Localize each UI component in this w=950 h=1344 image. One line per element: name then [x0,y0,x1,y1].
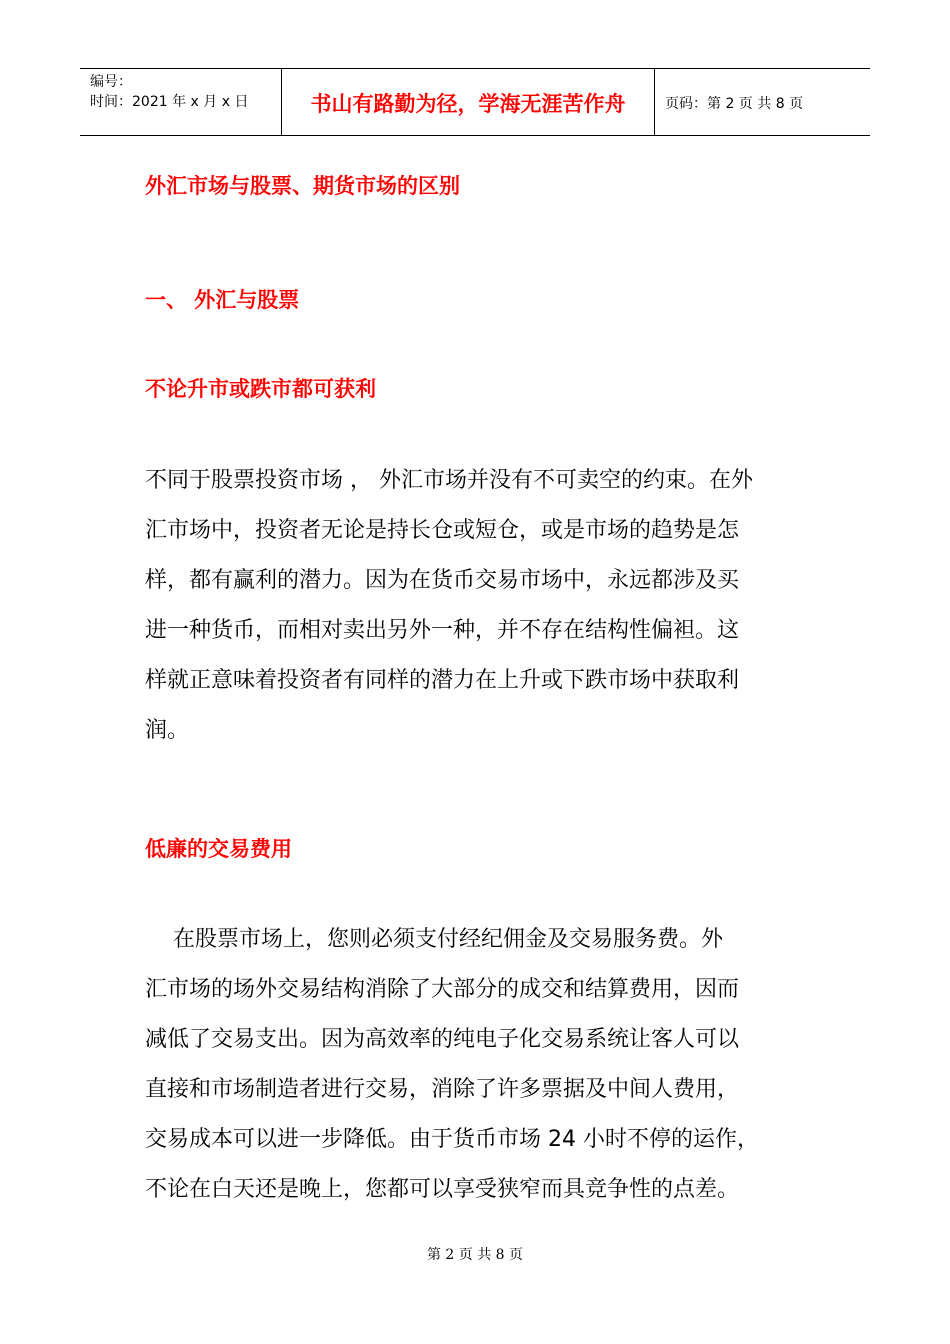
paragraph-profit-both-ways [145,456,810,756]
page-header [80,68,870,136]
subheading-profit-both-ways: 不论升市或跌市都可获利 [145,377,376,401]
paragraph-line: 不论在白天还是晚上，您都可以享受狭窄而具竞争性的点差。 [145,1177,740,1202]
paragraph-line: 交易成本可以进一步降低。由于货币市场 24 小时不停的运作， [145,1127,759,1152]
serial-number-label: 编号： [90,74,132,90]
paragraph-line: 进一种货币，而相对卖出另外一种，并不存在结构性偏袒。这 [145,618,740,643]
paragraph-line: 样，都有赢利的潜力。因为在货币交易市场中，永远都涉及买 [145,568,740,593]
header-meta-cell [80,69,282,135]
paragraph-line: 汇市场的场外交易结构消除了大部分的成交和结算费用，因而 [145,977,740,1002]
document-title: 外汇市场与股票、期货市场的区别 [145,174,460,198]
header-motto-cell [282,69,655,135]
subheading-low-fees: 低廉的交易费用 [145,837,292,861]
section-heading-stocks: 一、 外汇与股票 [145,288,300,312]
date-label: 时间：2021 年 x 月 x 日 [90,94,249,110]
paragraph-line: 润。 [145,718,190,743]
paragraph-line: 在股票市场上，您则必须支付经纪佣金及交易服务费。外 [145,927,723,952]
paragraph-line: 不同于股票投资市场 ， 外汇市场并没有不可卖空的约束。在外 [145,468,753,493]
paragraph-line: 样就正意味着投资者有同样的潜力在上升或下跌市场中获取利 [145,668,740,693]
paragraph-line: 减低了交易支出。因为高效率的纯电子化交易系统让客人可以 [145,1027,740,1052]
page-number-label: 页码：第 2 页 共 8 页 [665,96,804,112]
paragraph-line: 直接和市场制造者进行交易，消除了许多票据及中间人费用， [145,1077,740,1102]
paragraph-low-fees [145,915,810,1215]
header-page-cell [655,69,870,135]
motto-text: 书山有路勤为径，学海无涯苦作舟 [310,92,626,116]
paragraph-line: 汇市场中，投资者无论是持长仓或短仓，或是市场的趋势是怎 [145,518,740,543]
page-footer: 第 2 页 共 8 页 [426,1247,524,1263]
